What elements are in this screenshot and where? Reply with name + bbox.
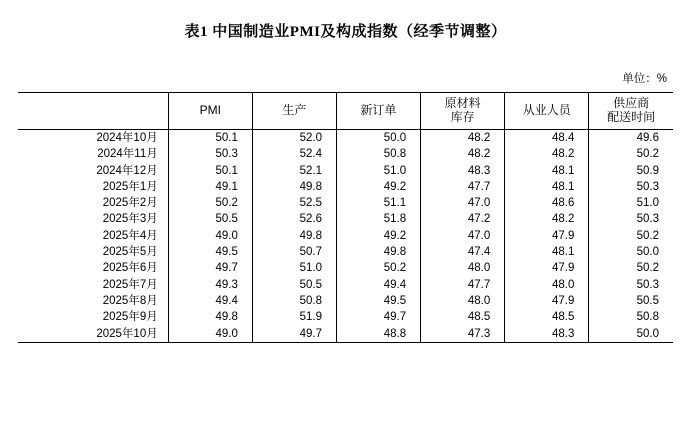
row-month: 2025年1月 xyxy=(102,180,158,193)
cell-employment: 47.9 xyxy=(505,260,589,276)
row-month: 2025年7月 xyxy=(102,278,158,291)
cell-production: 52.1 xyxy=(252,163,336,179)
table-header xyxy=(18,93,673,130)
cell-pmi: 50.5 xyxy=(168,211,252,227)
cell-supplier-delivery-time: 50.3 xyxy=(589,211,673,227)
cell-supplier-delivery-time: 50.0 xyxy=(589,244,673,260)
cell-raw-material-inventory: 47.3 xyxy=(421,326,505,343)
table-row xyxy=(18,277,673,293)
table-row xyxy=(18,244,673,260)
cell-new-orders: 50.8 xyxy=(336,146,420,162)
cell-supplier-delivery-time: 49.6 xyxy=(589,130,673,147)
cell-pmi: 49.8 xyxy=(168,309,252,325)
cell-supplier-delivery-time: 50.0 xyxy=(589,326,673,343)
cell-employment: 48.5 xyxy=(505,309,589,325)
cell-employment: 48.1 xyxy=(505,244,589,260)
cell-pmi: 49.4 xyxy=(168,293,252,309)
cell-new-orders: 50.2 xyxy=(336,260,420,276)
cell-pmi: 49.5 xyxy=(168,244,252,260)
column-header-new-orders: 新订单 xyxy=(336,93,420,130)
cell-new-orders: 51.0 xyxy=(336,163,420,179)
cell-raw-material-inventory: 47.0 xyxy=(421,228,505,244)
table-row xyxy=(18,293,673,309)
row-month: 2025年2月 xyxy=(102,197,158,210)
cell-pmi: 49.0 xyxy=(168,326,252,343)
table-row xyxy=(18,326,673,343)
column-header-raw-material-inventory: 原材料 库存 xyxy=(421,93,505,130)
cell-supplier-delivery-time: 50.8 xyxy=(589,309,673,325)
cell-employment: 48.4 xyxy=(505,130,589,147)
cell-raw-material-inventory: 48.0 xyxy=(421,293,505,309)
cell-pmi: 49.0 xyxy=(168,228,252,244)
cell-production: 49.8 xyxy=(252,228,336,244)
cell-raw-material-inventory: 47.7 xyxy=(421,277,505,293)
cell-new-orders: 51.8 xyxy=(336,211,420,227)
cell-supplier-delivery-time: 50.2 xyxy=(589,228,673,244)
row-month: 2025年8月 xyxy=(102,294,158,307)
page-title: 表1 中国制造业PMI及构成指数（经季节调整） xyxy=(184,24,507,40)
cell-employment: 48.3 xyxy=(505,326,589,343)
cell-employment: 47.9 xyxy=(505,228,589,244)
cell-pmi: 50.1 xyxy=(168,130,252,147)
cell-supplier-delivery-time: 50.3 xyxy=(589,277,673,293)
cell-employment: 48.0 xyxy=(505,277,589,293)
cell-employment: 48.1 xyxy=(505,179,589,195)
cell-raw-material-inventory: 48.2 xyxy=(421,130,505,147)
cell-new-orders: 49.2 xyxy=(336,228,420,244)
column-header-month xyxy=(18,93,168,130)
cell-new-orders: 51.1 xyxy=(336,195,420,211)
cell-production: 52.6 xyxy=(252,211,336,227)
table-body xyxy=(18,130,673,343)
cell-supplier-delivery-time: 50.9 xyxy=(589,163,673,179)
row-month: 2024年12月 xyxy=(96,164,158,177)
cell-production: 52.4 xyxy=(252,146,336,162)
cell-employment: 48.2 xyxy=(505,211,589,227)
cell-new-orders: 50.0 xyxy=(336,130,420,147)
cell-new-orders: 49.8 xyxy=(336,244,420,260)
row-month: 2025年6月 xyxy=(102,262,158,275)
unit-note: 单位：% xyxy=(622,73,667,85)
cell-raw-material-inventory: 47.0 xyxy=(421,195,505,211)
table-row xyxy=(18,195,673,211)
table-row xyxy=(18,211,673,227)
cell-pmi: 49.3 xyxy=(168,277,252,293)
cell-raw-material-inventory: 48.2 xyxy=(421,146,505,162)
column-header-pmi: PMI xyxy=(168,93,252,130)
table-row xyxy=(18,309,673,325)
row-month: 2025年4月 xyxy=(102,229,158,242)
row-month: 2025年9月 xyxy=(102,311,158,324)
column-header-employment: 从业人员 xyxy=(505,93,589,130)
column-header-supplier-delivery-time: 供应商 配送时间 xyxy=(589,93,673,130)
cell-supplier-delivery-time: 50.2 xyxy=(589,260,673,276)
table-row xyxy=(18,130,673,147)
cell-production: 50.5 xyxy=(252,277,336,293)
header-row xyxy=(18,93,673,130)
pmi-table xyxy=(18,92,673,343)
table-row xyxy=(18,228,673,244)
cell-production: 52.0 xyxy=(252,130,336,147)
column-header-production: 生产 xyxy=(252,93,336,130)
cell-production: 49.7 xyxy=(252,326,336,343)
cell-production: 52.5 xyxy=(252,195,336,211)
row-month: 2025年3月 xyxy=(102,213,158,226)
row-month: 2024年11月 xyxy=(97,148,158,161)
cell-new-orders: 49.7 xyxy=(336,309,420,325)
cell-pmi: 49.1 xyxy=(168,179,252,195)
row-month: 2025年10月 xyxy=(18,326,168,343)
cell-new-orders: 49.5 xyxy=(336,293,420,309)
cell-supplier-delivery-time: 50.3 xyxy=(589,179,673,195)
cell-raw-material-inventory: 47.4 xyxy=(421,244,505,260)
cell-production: 51.0 xyxy=(252,260,336,276)
cell-raw-material-inventory: 48.0 xyxy=(421,260,505,276)
table-row xyxy=(18,146,673,162)
cell-raw-material-inventory: 48.3 xyxy=(421,163,505,179)
cell-raw-material-inventory: 47.7 xyxy=(421,179,505,195)
document-page xyxy=(0,20,691,444)
cell-new-orders: 49.2 xyxy=(336,179,420,195)
table-row xyxy=(18,260,673,276)
cell-raw-material-inventory: 47.2 xyxy=(421,211,505,227)
cell-employment: 47.9 xyxy=(505,293,589,309)
cell-supplier-delivery-time: 50.5 xyxy=(589,293,673,309)
cell-supplier-delivery-time: 50.2 xyxy=(589,146,673,162)
cell-new-orders: 49.4 xyxy=(336,277,420,293)
cell-pmi: 49.7 xyxy=(168,260,252,276)
cell-pmi: 50.3 xyxy=(168,146,252,162)
cell-employment: 48.1 xyxy=(505,163,589,179)
cell-production: 50.7 xyxy=(252,244,336,260)
row-month: 2025年5月 xyxy=(102,246,158,259)
cell-pmi: 50.1 xyxy=(168,163,252,179)
cell-employment: 48.2 xyxy=(505,146,589,162)
cell-production: 50.8 xyxy=(252,293,336,309)
cell-production: 51.9 xyxy=(252,309,336,325)
cell-employment: 48.6 xyxy=(505,195,589,211)
table-row xyxy=(18,179,673,195)
cell-supplier-delivery-time: 51.0 xyxy=(589,195,673,211)
cell-new-orders: 48.8 xyxy=(336,326,420,343)
row-month: 2024年10月 xyxy=(96,132,158,144)
cell-raw-material-inventory: 48.5 xyxy=(421,309,505,325)
cell-pmi: 50.2 xyxy=(168,195,252,211)
table-row xyxy=(18,163,673,179)
cell-production: 49.8 xyxy=(252,179,336,195)
